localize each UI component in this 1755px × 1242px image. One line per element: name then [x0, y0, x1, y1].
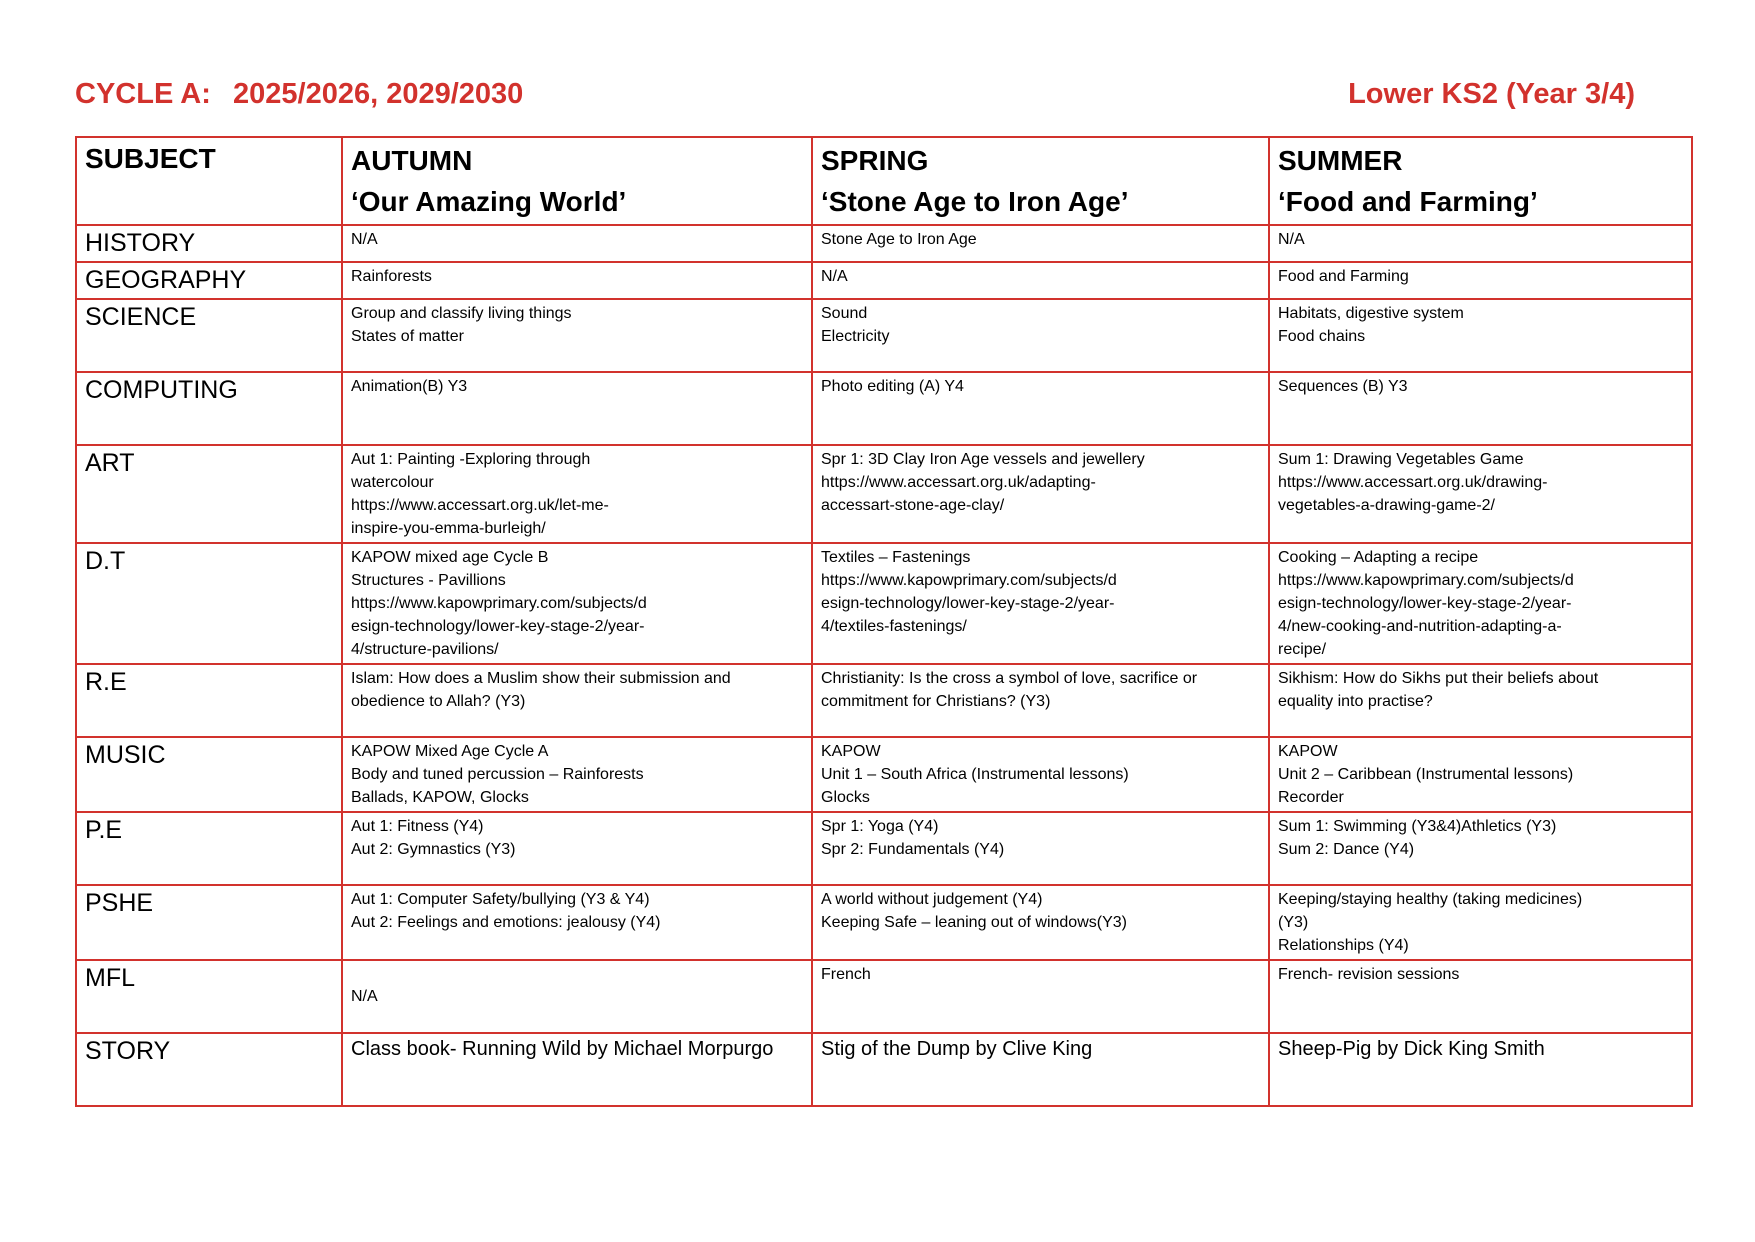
spring-cell [812, 225, 1269, 262]
cell-line: Christianity: Is the cross a symbol of love, sacrifice or [821, 670, 1198, 687]
table-row-computing [76, 372, 1692, 445]
spring-cell [812, 543, 1269, 664]
spring-cell [812, 445, 1269, 543]
cycle-years: 2025/2026, 2029/2030 [233, 78, 524, 110]
cell-line: KAPOW [821, 743, 881, 760]
spring-cell [812, 664, 1269, 737]
table-row-story [76, 1033, 1692, 1106]
cell-line: Group and classify living things [351, 305, 572, 322]
autumn-cell [342, 1033, 812, 1106]
cell-line: Class book- Running Wild by Michael Morpurgo [351, 1038, 774, 1060]
subject-name: GEOGRAPHY [76, 262, 342, 299]
cell-line: Animation(B) Y3 [351, 378, 468, 395]
autumn-cell [342, 225, 812, 262]
cell-line: Sum 2: Dance (Y4) [1278, 841, 1415, 858]
cell-line: obedience to Allah? (Y3) [351, 693, 526, 710]
summer-cell [1269, 1033, 1692, 1106]
subject-column-header: SUBJECT [76, 137, 342, 225]
cell-line: Textiles – Fastenings [821, 549, 971, 566]
cell-line: recipe/ [1278, 641, 1327, 658]
page-header [75, 78, 1635, 122]
cell-line: vegetables-a-drawing-game-2/ [1278, 497, 1495, 514]
spring-cell [812, 737, 1269, 812]
cell-line: Unit 2 – Caribbean (Instrumental lessons) [1278, 766, 1574, 783]
cell-line: Sound [821, 305, 868, 322]
cell-line: French [821, 966, 871, 983]
cell-line: 4/new-cooking-and-nutrition-adapting-a- [1278, 618, 1562, 635]
table-row-music [76, 737, 1692, 812]
cell-line: N/A [351, 231, 378, 248]
blank-line [351, 963, 803, 985]
cell-line: Islam: How does a Muslim show their submission and [351, 670, 731, 687]
summer-cell [1269, 372, 1692, 445]
spring-cell [812, 812, 1269, 885]
cell-line: Aut 2: Feelings and emotions: jealousy (Y4) [351, 914, 661, 931]
cell-line: Sum 1: Drawing Vegetables Game [1278, 451, 1524, 468]
cell-line: https://www.kapowprimary.com/subjects/d [821, 572, 1117, 589]
cell-line: Stone Age to Iron Age [821, 231, 977, 248]
summer-cell [1269, 543, 1692, 664]
cell-line: Unit 1 – South Africa (Instrumental lessons) [821, 766, 1129, 783]
summer-cell [1269, 812, 1692, 885]
table-row-geography [76, 262, 1692, 299]
subject-name: HISTORY [76, 225, 342, 262]
cell-line: 4/textiles-fastenings/ [821, 618, 967, 635]
cell-line: esign-technology/lower-key-stage-2/year- [821, 595, 1115, 612]
table-row-re [76, 664, 1692, 737]
cell-line: 4/structure-pavilions/ [351, 641, 499, 658]
cell-line: Food chains [1278, 328, 1366, 345]
subject-name: MUSIC [76, 737, 342, 812]
summer-cell [1269, 225, 1692, 262]
cell-line: Cooking – Adapting a recipe [1278, 549, 1479, 566]
curriculum-table [75, 136, 1693, 1107]
cell-line: Glocks [821, 789, 870, 806]
table-row-mfl [76, 960, 1692, 1033]
cell-line: commitment for Christians? (Y3) [821, 693, 1051, 710]
cell-line: esign-technology/lower-key-stage-2/year- [1278, 595, 1572, 612]
autumn-cell [342, 812, 812, 885]
cell-line: Aut 2: Gymnastics (Y3) [351, 841, 516, 858]
cell-line: Sikhism: How do Sikhs put their beliefs about [1278, 670, 1599, 687]
cell-line: (Y3) [1278, 914, 1309, 931]
cell-line: Structures - Pavillions [351, 572, 506, 589]
cell-line: https://www.kapowprimary.com/subjects/d [1278, 572, 1574, 589]
subject-name: D.T [76, 543, 342, 664]
term-name: SPRING [821, 145, 929, 176]
autumn-cell [342, 885, 812, 960]
cell-line: Spr 2: Fundamentals (Y4) [821, 841, 1005, 858]
spring-cell [812, 960, 1269, 1033]
term-topic: ‘Food and Farming’ [1278, 186, 1538, 217]
key-stage-label: Lower KS2 (Year 3/4) [1348, 78, 1635, 110]
cell-line: N/A [821, 268, 848, 285]
summer-cell [1269, 664, 1692, 737]
cell-line: N/A [1278, 231, 1305, 248]
autumn-cell [342, 262, 812, 299]
table-row-science [76, 299, 1692, 372]
cell-line: esign-technology/lower-key-stage-2/year- [351, 618, 645, 635]
autumn-cell [342, 960, 812, 1033]
cell-line: Keeping Safe – leaning out of windows(Y3) [821, 914, 1127, 931]
autumn-cell [342, 299, 812, 372]
cell-line: Habitats, digestive system [1278, 305, 1464, 322]
subject-name: P.E [76, 812, 342, 885]
cell-line: Aut 1: Computer Safety/bullying (Y3 & Y4) [351, 891, 650, 908]
spring-column-header [812, 137, 1269, 225]
cell-line: Keeping/staying healthy (taking medicines) [1278, 891, 1583, 908]
cell-line: Aut 1: Painting -Exploring through [351, 451, 591, 468]
summer-cell [1269, 737, 1692, 812]
cell-line: A world without judgement (Y4) [821, 891, 1043, 908]
cell-line: KAPOW mixed age Cycle B [351, 549, 549, 566]
cell-line: Body and tuned percussion – Rainforests [351, 766, 644, 783]
cell-line: Aut 1: Fitness (Y4) [351, 818, 484, 835]
cell-line: States of matter [351, 328, 464, 345]
term-topic: ‘Our Amazing World’ [351, 186, 627, 217]
cell-line: Sheep-Pig by Dick King Smith [1278, 1038, 1545, 1060]
cell-line: Recorder [1278, 789, 1344, 806]
spring-cell [812, 299, 1269, 372]
table-row-history [76, 225, 1692, 262]
summer-cell [1269, 299, 1692, 372]
cell-line: Food and Farming [1278, 268, 1409, 285]
cell-line: Electricity [821, 328, 890, 345]
cell-line: Rainforests [351, 268, 432, 285]
cell-line: inspire-you-emma-burleigh/ [351, 520, 546, 537]
subject-name: SCIENCE [76, 299, 342, 372]
cell-line: Stig of the Dump by Clive King [821, 1038, 1093, 1060]
cell-line: equality into practise? [1278, 693, 1433, 710]
subject-name: STORY [76, 1033, 342, 1106]
subject-name: COMPUTING [76, 372, 342, 445]
cell-line: KAPOW [1278, 743, 1338, 760]
cell-line: https://www.accessart.org.uk/let-me- [351, 497, 609, 514]
cell-line: Photo editing (A) Y4 [821, 378, 964, 395]
summer-cell [1269, 262, 1692, 299]
subject-name: R.E [76, 664, 342, 737]
spring-cell [812, 372, 1269, 445]
table-row-pe [76, 812, 1692, 885]
cell-line: Ballads, KAPOW, Glocks [351, 789, 529, 806]
cell-line: N/A [351, 988, 378, 1005]
spring-cell [812, 262, 1269, 299]
cell-line: Sequences (B) Y3 [1278, 378, 1408, 395]
cell-line: https://www.kapowprimary.com/subjects/d [351, 595, 647, 612]
spring-cell [812, 1033, 1269, 1106]
table-row-dt [76, 543, 1692, 664]
subject-name: PSHE [76, 885, 342, 960]
cell-line: https://www.accessart.org.uk/drawing- [1278, 474, 1548, 491]
autumn-cell [342, 445, 812, 543]
cell-line: accessart-stone-age-clay/ [821, 497, 1005, 514]
autumn-column-header [342, 137, 812, 225]
autumn-cell [342, 543, 812, 664]
spring-cell [812, 885, 1269, 960]
subject-name: ART [76, 445, 342, 543]
summer-cell [1269, 885, 1692, 960]
summer-cell [1269, 960, 1692, 1033]
summer-cell [1269, 445, 1692, 543]
autumn-cell [342, 737, 812, 812]
table-row-pshe [76, 885, 1692, 960]
autumn-cell [342, 372, 812, 445]
cell-line: watercolour [351, 474, 434, 491]
term-topic: ‘Stone Age to Iron Age’ [821, 186, 1129, 217]
table-row-art [76, 445, 1692, 543]
cell-line: Spr 1: 3D Clay Iron Age vessels and jewellery [821, 451, 1145, 468]
subject-name: MFL [76, 960, 342, 1033]
cell-line: Spr 1: Yoga (Y4) [821, 818, 939, 835]
cell-line: https://www.accessart.org.uk/adapting- [821, 474, 1096, 491]
term-name: SUMMER [1278, 145, 1403, 176]
cycle-label: CYCLE A: [75, 78, 211, 110]
cell-line: KAPOW Mixed Age Cycle A [351, 743, 549, 760]
cell-line: Relationships (Y4) [1278, 937, 1409, 954]
summer-column-header [1269, 137, 1692, 225]
term-name: AUTUMN [351, 145, 473, 176]
cell-line: Sum 1: Swimming (Y3&4)Athletics (Y3) [1278, 818, 1557, 835]
autumn-cell [342, 664, 812, 737]
header-row [76, 137, 1692, 225]
cell-line: French- revision sessions [1278, 966, 1460, 983]
